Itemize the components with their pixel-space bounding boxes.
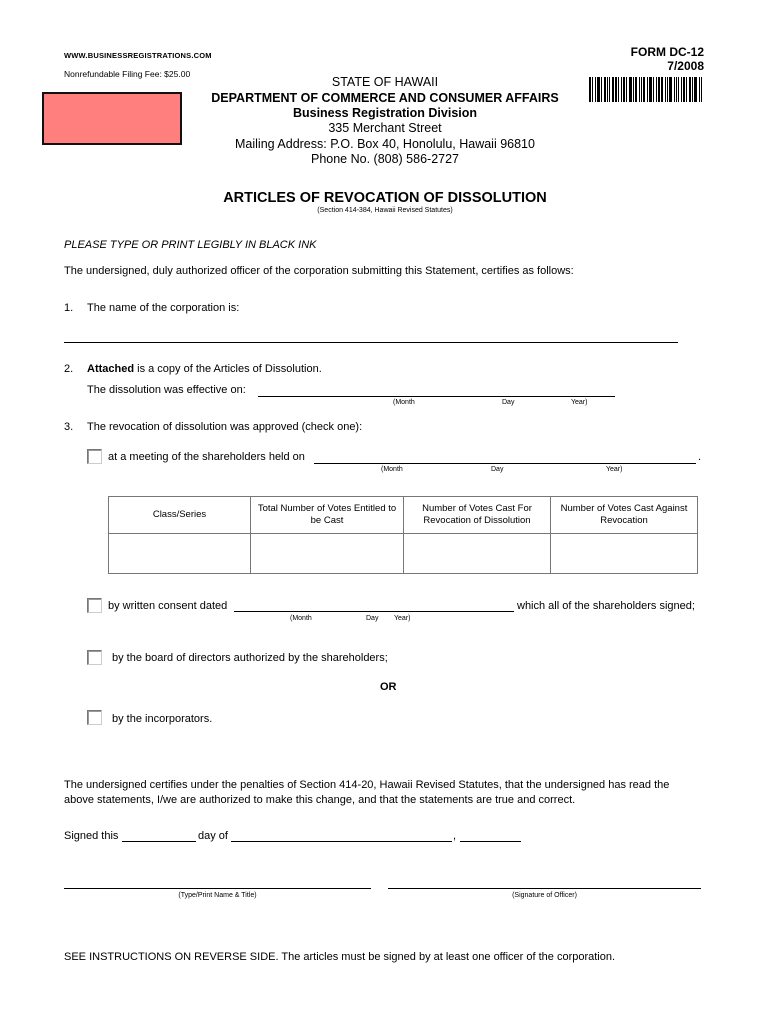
barcode-bar	[665, 77, 666, 102]
effective-day-caption: Day	[502, 399, 515, 406]
barcode-bar	[686, 77, 687, 102]
page-title: ARTICLES OF REVOCATION OF DISSOLUTION	[223, 190, 547, 206]
barcode-bar	[692, 77, 693, 102]
written-consent-label: by written consent dated	[108, 600, 228, 612]
item-3-number: 3.	[64, 421, 74, 433]
item-2-bold: Attached	[87, 363, 135, 375]
effective-year-caption: Year)	[571, 399, 588, 406]
state-name: STATE OF HAWAII	[331, 75, 439, 89]
ink-instruction: PLEASE TYPE OR PRINT LEGIBLY IN BLACK INK	[64, 239, 317, 251]
barcode-bar	[639, 77, 640, 102]
votes-header-entitled: Total Number of Votes Entitled to be Cast	[251, 497, 404, 534]
votes-class-cell[interactable]	[109, 534, 251, 574]
barcode-bar	[629, 77, 632, 102]
form-date: 7/2008	[667, 59, 704, 73]
item-2-label	[87, 363, 322, 375]
barcode-bar	[635, 77, 637, 102]
votes-for-cell[interactable]	[404, 534, 551, 574]
barcode-bar	[678, 77, 679, 102]
meeting-date-field[interactable]	[314, 463, 696, 464]
signed-day-field[interactable]	[122, 841, 196, 842]
item-2-text: is a copy of the Articles of Dissolution.	[134, 363, 322, 375]
corporation-name-field[interactable]	[64, 342, 678, 343]
footer-instructions: SEE INSTRUCTIONS ON REVERSE SIDE. The articles must be signed by at least one officer of the corporation.	[64, 951, 616, 963]
barcode-bar	[669, 77, 672, 102]
votes-against-cell[interactable]	[551, 534, 698, 574]
filing-fee: Nonrefundable Filing Fee: $25.00	[64, 69, 191, 79]
consent-date-field[interactable]	[234, 611, 514, 612]
barcode-bar	[681, 77, 682, 102]
certification-line-2: above statements, I/we are authorized to make this change, and that the statements are true and correct.	[64, 794, 576, 806]
day-of-label: day of	[198, 830, 228, 842]
board-option-label: by the board of directors authorized by the shareholders;	[112, 652, 388, 664]
effective-date-field[interactable]	[258, 396, 615, 397]
item-3-label: The revocation of dissolution was approved (check one):	[87, 421, 363, 433]
signed-month-field[interactable]	[231, 841, 452, 842]
effective-month-caption: (Month	[393, 399, 415, 406]
signed-comma: ,	[453, 830, 457, 842]
officer-signature-caption: (Signature of Officer)	[512, 892, 577, 899]
consent-month-caption: (Month	[290, 615, 312, 622]
barcode-bar	[647, 77, 648, 102]
department-name: DEPARTMENT OF COMMERCE AND CONSUMER AFFAIRS	[211, 91, 559, 105]
item-1-label: The name of the corporation is:	[87, 302, 240, 314]
meeting-month-caption: (Month	[381, 466, 403, 473]
meeting-checkbox[interactable]	[87, 449, 102, 464]
barcode-bar	[694, 77, 697, 102]
barcode-bar	[674, 77, 675, 102]
page-subtitle: (Section 414-384, Hawaii Revised Statutes)	[317, 207, 453, 214]
item-2-number: 2.	[64, 363, 74, 375]
form-number-block	[580, 45, 704, 73]
barcode-bar	[689, 77, 691, 102]
item-1-number: 1.	[64, 302, 74, 314]
written-consent-checkbox[interactable]	[87, 598, 102, 613]
officer-signature-field[interactable]	[388, 888, 701, 889]
barcode-bar	[626, 77, 627, 102]
barcode-bar	[641, 77, 642, 102]
barcode-bar	[701, 77, 702, 102]
votes-table-row	[109, 534, 698, 574]
effective-date-label: The dissolution was effective on:	[87, 384, 246, 396]
intro-statement: The undersigned, duly authorized officer of the corporation submitting this Statement, certifies as follows:	[64, 265, 574, 277]
division-name: Business Registration Division	[292, 106, 478, 120]
barcode-bar	[661, 77, 663, 102]
votes-entitled-cell[interactable]	[251, 534, 404, 574]
barcode-bar	[667, 77, 668, 102]
barcode-bar	[653, 77, 654, 102]
votes-table	[108, 496, 698, 574]
meeting-period: .	[698, 451, 702, 463]
phone-number: Phone No. (808) 586-2727	[310, 152, 460, 166]
barcode-bar	[649, 77, 652, 102]
meeting-year-caption: Year)	[606, 466, 623, 473]
name-title-caption: (Type/Print Name & Title)	[178, 892, 257, 899]
votes-header-for: Number of Votes Cast For Revocation of Dissolution	[404, 497, 551, 534]
barcode-bar	[676, 77, 678, 102]
form-number: FORM DC-12	[630, 45, 704, 59]
votes-header-against: Number of Votes Cast Against Revocation	[551, 497, 698, 534]
street-address: 335 Merchant Street	[328, 121, 442, 135]
signed-this-label: Signed this	[64, 830, 119, 842]
barcode-bar	[699, 77, 700, 102]
meeting-day-caption: Day	[491, 466, 504, 473]
barcode-bar	[656, 77, 657, 102]
meeting-option-label: at a meeting of the shareholders held on	[108, 451, 305, 463]
barcode-bar	[623, 77, 625, 102]
or-separator: OR	[380, 681, 397, 693]
consent-year-caption: Year)	[394, 615, 411, 622]
consent-day-caption: Day	[366, 615, 379, 622]
incorporators-option-label: by the incorporators.	[112, 713, 213, 725]
written-consent-tail: which all of the shareholders signed;	[517, 600, 695, 612]
barcode-bar	[633, 77, 634, 102]
name-title-field[interactable]	[64, 888, 371, 889]
votes-table-header-row	[109, 497, 698, 534]
incorporators-checkbox[interactable]	[87, 710, 102, 725]
signed-year-field[interactable]	[460, 841, 521, 842]
mailing-address: Mailing Address: P.O. Box 40, Honolulu, Hawaii 96810	[235, 137, 535, 151]
barcode-bar	[643, 77, 645, 102]
certification-line-1: The undersigned certifies under the penalties of Section 414-20, Hawaii Revised Statutes, that the undersigned has read the	[64, 779, 670, 791]
website-url: WWW.BUSINESSREGISTRATIONS.COM	[64, 51, 212, 60]
board-checkbox[interactable]	[87, 650, 102, 665]
barcode-bar	[658, 77, 660, 102]
votes-header-class: Class/Series	[109, 497, 251, 534]
barcode-bar	[621, 77, 622, 102]
barcode-bar	[683, 77, 685, 102]
